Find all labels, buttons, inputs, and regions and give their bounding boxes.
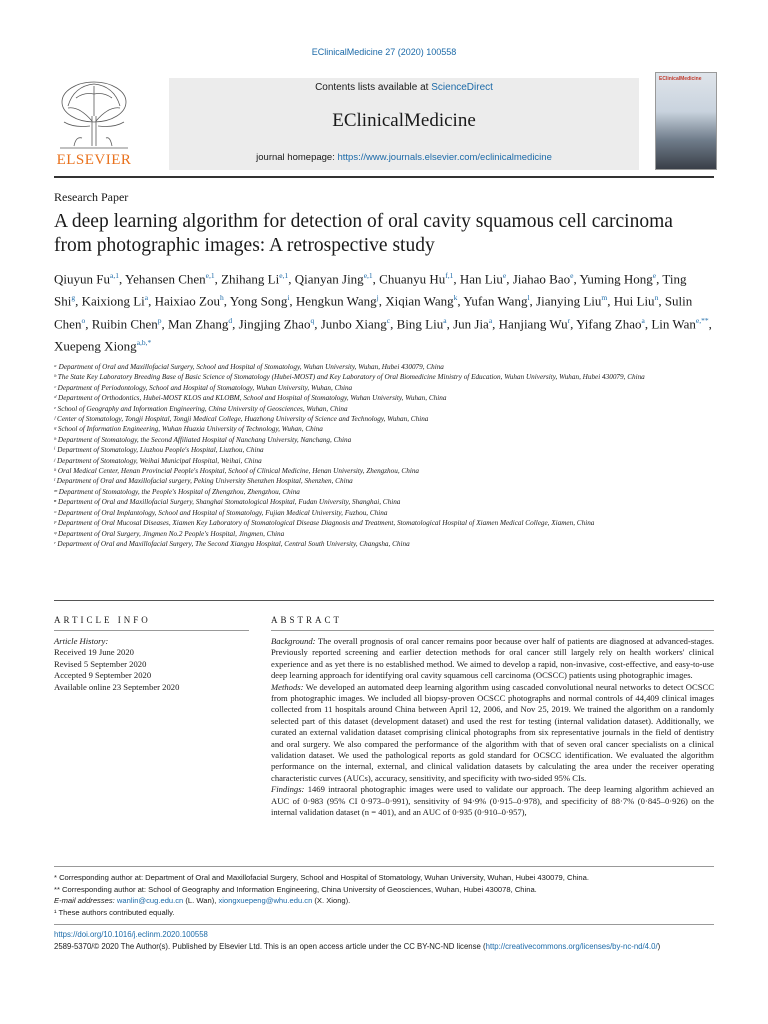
author-name[interactable]: Qianyan Jing — [294, 271, 364, 287]
author-affiliation-marker[interactable]: a,1 — [109, 271, 119, 280]
journal-cover-thumbnail[interactable] — [655, 72, 717, 170]
author-name[interactable]: Jingjing Zhao — [238, 315, 311, 331]
abstract-bottom-rule — [54, 866, 714, 867]
background-text: The overall prognosis of oral cancer remains poor because over half of patients are diagnosed at advanced-stages. Previously reported screening and earlier detection methods for oral cancer still largely rely on health workers' clinical experience and as yet there is no established method. We aimed to develop a rapid, non-invasive, cost-effective, and easy-to-use deep learning approach for identifying oral cavity squamous cell carcinoma (OCSCC) patients using photographic images. — [271, 636, 714, 681]
affiliation-item: ᵠ Department of Oral Surgery, Jingmen No.2 People's Hospital, Jingmen, China — [54, 529, 285, 538]
author-affiliation-marker[interactable]: g — [71, 293, 76, 303]
affiliation-item: ᵒ Department of Oral Implantology, School and Hospital of Stomatology, Fujian Medical University, Fuzhou, China — [54, 508, 388, 517]
header-rule — [54, 176, 714, 178]
affiliation-item: ᵉ School of Geography and Information Engineering, China University of Geosciences, Wuhan, China — [54, 404, 348, 413]
affiliation-item: ᶠ Center of Stomatology, Tongji Hospital, Tongji Medical College, Huazhong University of Science and Technology, Wuhan, China — [54, 415, 429, 424]
section-rule — [54, 600, 714, 601]
author-affiliation-marker[interactable]: a — [443, 315, 447, 325]
author-affiliation-marker[interactable]: h — [219, 293, 224, 303]
author-separator: , — [148, 293, 155, 309]
author-name[interactable]: Junbo Xiang — [320, 315, 387, 331]
email-link-wan[interactable]: wanlin@cug.edu.cn — [116, 896, 184, 905]
email-who-wan: (L. Wan), — [183, 896, 219, 905]
author-affiliation-marker[interactable]: e,1 — [363, 271, 373, 280]
findings-label: Findings: — [271, 784, 305, 795]
author-affiliation-marker[interactable]: p — [157, 315, 162, 325]
background-label: Background: — [271, 636, 316, 646]
author-name[interactable]: Lin Wan — [651, 315, 696, 331]
author-affiliation-marker[interactable]: a — [488, 315, 493, 325]
author-separator: , — [161, 315, 169, 331]
author-separator: , — [214, 271, 222, 287]
author-name[interactable]: Xuepeng Xiong — [54, 338, 137, 354]
contents-prefix: Contents lists available at — [315, 82, 432, 93]
affiliation-item: ᵖ Department of Oral Mucosal Diseases, Xiamen Key Laboratory of Stomatological Disease Diagnosis and Treatment, Stomatological Hospital of Xiamen Medical College, Xiamen, China — [54, 519, 595, 528]
article-history — [54, 636, 249, 693]
author-affiliation-marker[interactable]: e — [652, 271, 657, 280]
journal-name: EClinicalMedicine — [332, 110, 476, 131]
history-label: Article History: — [54, 636, 109, 646]
license-link[interactable]: http://creativecommons.org/licenses/by-nc-nd/4.0/ — [485, 942, 658, 951]
accepted-date: Accepted 9 September 2020 — [54, 670, 152, 681]
author-name[interactable]: Hui Liu — [613, 293, 655, 309]
affiliation-item: ⁱ Department of Stomatology, Liuzhou People's Hospital, Liuzhou, China — [54, 446, 264, 455]
email-who-xiong: (X. Xiong). — [312, 896, 351, 905]
author-separator: , — [573, 271, 580, 287]
author-affiliation-marker[interactable]: e,** — [695, 315, 709, 325]
email-link-xiong[interactable]: xiongxuepeng@whu.edu.cn — [218, 896, 313, 905]
author-separator: , — [453, 271, 460, 287]
author-name[interactable]: Yuming Hong — [579, 271, 653, 287]
author-separator: , — [708, 315, 712, 331]
author-separator: , — [390, 315, 397, 331]
affiliation-item: ⁿ Department of Oral and Maxillofacial Surgery, Shanghai Stomatological Hospital, Fudan University, Shanghai, China — [54, 498, 401, 507]
affiliation-item: ˡ Department of Oral and Maxillofacial surgery, Peking University Shenzhen Hospital, Shenzhen, China — [54, 477, 353, 486]
author-name[interactable]: Jianying Liu — [536, 293, 602, 309]
author-separator: , — [570, 315, 577, 331]
affiliation-item: ᶜ Department of Periodontology, School and Hospital of Stomatology, Wuhan University, Wuhan, China — [54, 383, 353, 392]
author-separator: , — [75, 293, 82, 309]
author-affiliation-marker[interactable]: i — [287, 293, 290, 303]
author-name[interactable]: Qiuyun Fu — [54, 271, 110, 287]
homepage-line — [169, 152, 639, 163]
author-separator: , — [492, 315, 499, 331]
copyright-line — [54, 942, 714, 951]
revised-date: Revised 5 September 2020 — [54, 658, 147, 669]
methods-text: We developed an automated deep learning algorithm using cascaded convolutional neural networks to detect OCSCC from photographic images. We included all biopsy-proven OCSCC photographs and normal controls of 44,409 clinical images collected from 11 hospitals around China between April 12, 2006, and Nov 25, 2019. We trained the algorithm on a randomly selected part of this dataset (development dataset) and used the rest for testing (internal validation dataset). Additionally, we curated an external validation dataset comprising clinical photographs from six representative journals in the field of dentistry and oral surgery. We also compared the performance of the algorithm with that of seven oral cancer specialists on a clinical validation dataset. We used the pathological reports as gold standard for OCSCC identification. We evaluated the algorithm performance on the internal, external, and clinical validation datasets by calculating the area under the receiver operating characteristic curves (AUCs), accuracy, sensitivity, and specificity with two-sided 95% CIs. — [271, 681, 714, 783]
author-affiliation-marker[interactable]: k — [453, 293, 458, 303]
cover-title: EClinicalMedicine — [659, 76, 702, 82]
author-name[interactable]: Han Liu — [459, 271, 503, 287]
author-separator: , — [529, 293, 537, 309]
author-separator: , — [457, 293, 464, 309]
online-date: Available online 23 September 2020 — [54, 681, 180, 692]
author-name[interactable]: Hanjiang Wu — [498, 315, 568, 331]
affiliation-item: ʲ Department of Stomatology, Weihai Municipal Hospital, Weihai, China — [54, 456, 262, 465]
author-separator: , — [607, 293, 614, 309]
footnotes — [54, 872, 714, 918]
author-separator: , — [506, 271, 513, 287]
author-separator: , — [288, 271, 295, 287]
email-label: E-mail addresses: — [54, 896, 117, 905]
doi-link[interactable]: https://doi.org/10.1016/j.eclinm.2020.100558 — [54, 930, 208, 939]
author-separator: , — [85, 315, 92, 331]
author-name[interactable]: Yifang Zhao — [576, 315, 642, 331]
abstract-rule — [271, 630, 714, 631]
author-separator: , — [314, 315, 321, 331]
author-name[interactable]: Hengkun Wang — [295, 293, 377, 309]
affiliation-item: ᵇ The State Key Laboratory Breeding Base of Basic Science of Stomatology (Hubei-MOST) and Key Laboratory of Oral Biomedicine Ministry of Education, Wuhan University, Wuhan, Hubei 430079, China — [54, 373, 645, 382]
author-name[interactable]: Kaixiong Li — [81, 293, 145, 309]
methods-label: Methods: — [271, 681, 304, 692]
author-affiliation-marker[interactable]: r — [567, 315, 571, 325]
homepage-prefix: journal homepage: — [256, 152, 338, 163]
author-separator: , — [446, 315, 454, 331]
author-name[interactable]: Jiahao Bao — [512, 271, 571, 287]
author-affiliation-marker[interactable]: e — [502, 271, 507, 280]
affiliation-item: ᵐ Department of Stomatology, the People's Hospital of Zhengzhou, Zhengzhou, China — [54, 487, 300, 496]
abstract-heading: ABSTRACT — [271, 615, 343, 625]
contents-line — [169, 82, 639, 93]
affiliation-item: ᵃ Department of Oral and Maxillofacial Surgery, School and Hospital of Stomatology, Wuhan University, Wuhan, Hubei 430079, China — [54, 363, 444, 371]
corresponding-author-1: * Corresponding author at: Department of Oral and Maxillofacial Surgery, School and Hospital of Stomatology, Wuhan University, Wuhan, Hubei 430079, China. — [54, 873, 589, 882]
equal-contribution-note: ¹ These authors contributed equally. — [54, 907, 175, 917]
author-affiliation-marker[interactable]: a — [144, 293, 149, 303]
author-name[interactable]: Ting Shi — [54, 271, 687, 309]
author-affiliation-marker[interactable]: c — [386, 315, 391, 325]
author-separator: , — [232, 315, 239, 331]
email-line — [54, 895, 714, 907]
abstract-methods — [271, 682, 714, 785]
journal-reference[interactable]: EClinicalMedicine 27 (2020) 100558 — [311, 47, 457, 57]
author-separator: , — [378, 293, 386, 309]
author-separator: , — [644, 315, 652, 331]
article-info-rule — [54, 630, 249, 631]
author-name[interactable]: Ruibin Chen — [91, 315, 158, 331]
received-date: Received 19 June 2020 — [54, 647, 134, 658]
author-affiliation-marker[interactable]: e,1 — [279, 271, 289, 280]
copyright-prefix: 2589-5370/© 2020 The Author(s). Published by Elsevier Ltd. This is an open access article under the CC BY-NC-ND license ( — [54, 942, 486, 951]
author-name[interactable]: Bing Liu — [396, 315, 444, 331]
author-separator: , — [658, 293, 665, 309]
affiliations — [54, 362, 714, 549]
author-affiliation-marker[interactable]: q — [310, 315, 315, 325]
author-name[interactable]: Yehansen Chen — [124, 271, 206, 287]
author-separator: , — [289, 293, 296, 309]
abstract-body — [271, 636, 714, 819]
author-separator: , — [372, 271, 380, 287]
author-name[interactable]: Jun Jia — [453, 315, 489, 331]
journal-homepage-link[interactable]: https://www.journals.elsevier.com/eclinicalmedicine — [337, 152, 552, 163]
findings-text: 1469 intraoral photographic images were used to validate our approach. The deep learning algorithm achieved an AUC of 0·983 (95% CI 0·973–0·991), sensitivity of 94·9% (0·915–0·978), and specificity of 88·7% (0·845–0·926) on the internal validation dataset (n = 401), and an AUC of 0·935 (0·910–0·957), — [271, 784, 714, 818]
author-name[interactable]: Chuanyu Hu — [379, 271, 446, 287]
author-affiliation-marker[interactable]: e,1 — [205, 271, 215, 280]
author-name[interactable]: Xiqian Wang — [385, 293, 454, 309]
author-affiliation-marker[interactable]: l — [527, 293, 530, 303]
article-info-heading: ARTICLE INFO — [54, 615, 151, 625]
author-affiliation-marker[interactable]: o — [81, 315, 86, 325]
footer-rule — [54, 924, 714, 925]
author-separator: , — [223, 293, 230, 309]
sciencedirect-link[interactable]: ScienceDirect — [431, 82, 493, 93]
affiliation-item: ʳ Department of Oral and Maxillofacial Surgery, The Second Xiangya Hospital, Central South University, Changsha, China — [54, 539, 410, 548]
author-list — [54, 266, 714, 355]
author-affiliation-marker[interactable]: a — [641, 315, 645, 325]
abstract-findings — [271, 784, 714, 818]
author-affiliation-marker[interactable]: d — [228, 315, 233, 325]
affiliation-item: ʰ Department of Stomatology, the Second Affiliated Hospital of Nanchang University, Nanchang, China — [54, 435, 352, 444]
elsevier-wordmark: ELSEVIER — [56, 152, 132, 168]
author-affiliation-marker[interactable]: m — [601, 293, 608, 303]
author-affiliation-marker[interactable]: n — [654, 293, 659, 303]
affiliation-item: ᵏ Oral Medical Center, Henan Provincial People's Hospital, School of Clinical Medicine, Henan University, Zhengzhou, China — [54, 467, 420, 476]
abstract-background — [271, 636, 714, 682]
affiliation-item: ᵈ Department of Orthodontics, Hubei-MOST KLOS and KLOBM, School and Hospital of Stomatology, Wuhan University, Wuhan, China — [54, 394, 447, 403]
author-affiliation-marker[interactable]: a,b,* — [136, 337, 152, 347]
copyright-suffix: ) — [657, 942, 661, 951]
affiliation-item: ᵍ School of Information Engineering, Wuhan Huaxia University of Technology, Wuhan, China — [54, 425, 323, 434]
author-affiliation-marker[interactable]: j — [376, 293, 379, 303]
author-name[interactable]: Yufan Wang — [463, 293, 528, 309]
author-separator: , — [118, 271, 125, 287]
author-separator: , — [656, 271, 663, 287]
author-name[interactable]: Man Zhang — [168, 315, 229, 331]
corresponding-author-2: ** Corresponding author at: School of Geography and Information Engineering, China University of Geosciences, Wuhan, Hubei 430078, China. — [54, 884, 537, 894]
author-affiliation-marker[interactable]: f,1 — [445, 271, 454, 280]
author-name[interactable]: Sulin Chen — [54, 293, 693, 331]
author-name[interactable]: Haixiao Zou — [154, 293, 220, 309]
paper-type: Research Paper — [54, 190, 129, 204]
author-name[interactable]: Yong Song — [229, 293, 288, 309]
author-name[interactable]: Zhihang Li — [221, 271, 280, 287]
paper-title: A deep learning algorithm for detection of oral cavity squamous cell carcinoma from photographic images: A retrospective study — [54, 211, 673, 256]
author-affiliation-marker[interactable]: e — [570, 271, 574, 280]
